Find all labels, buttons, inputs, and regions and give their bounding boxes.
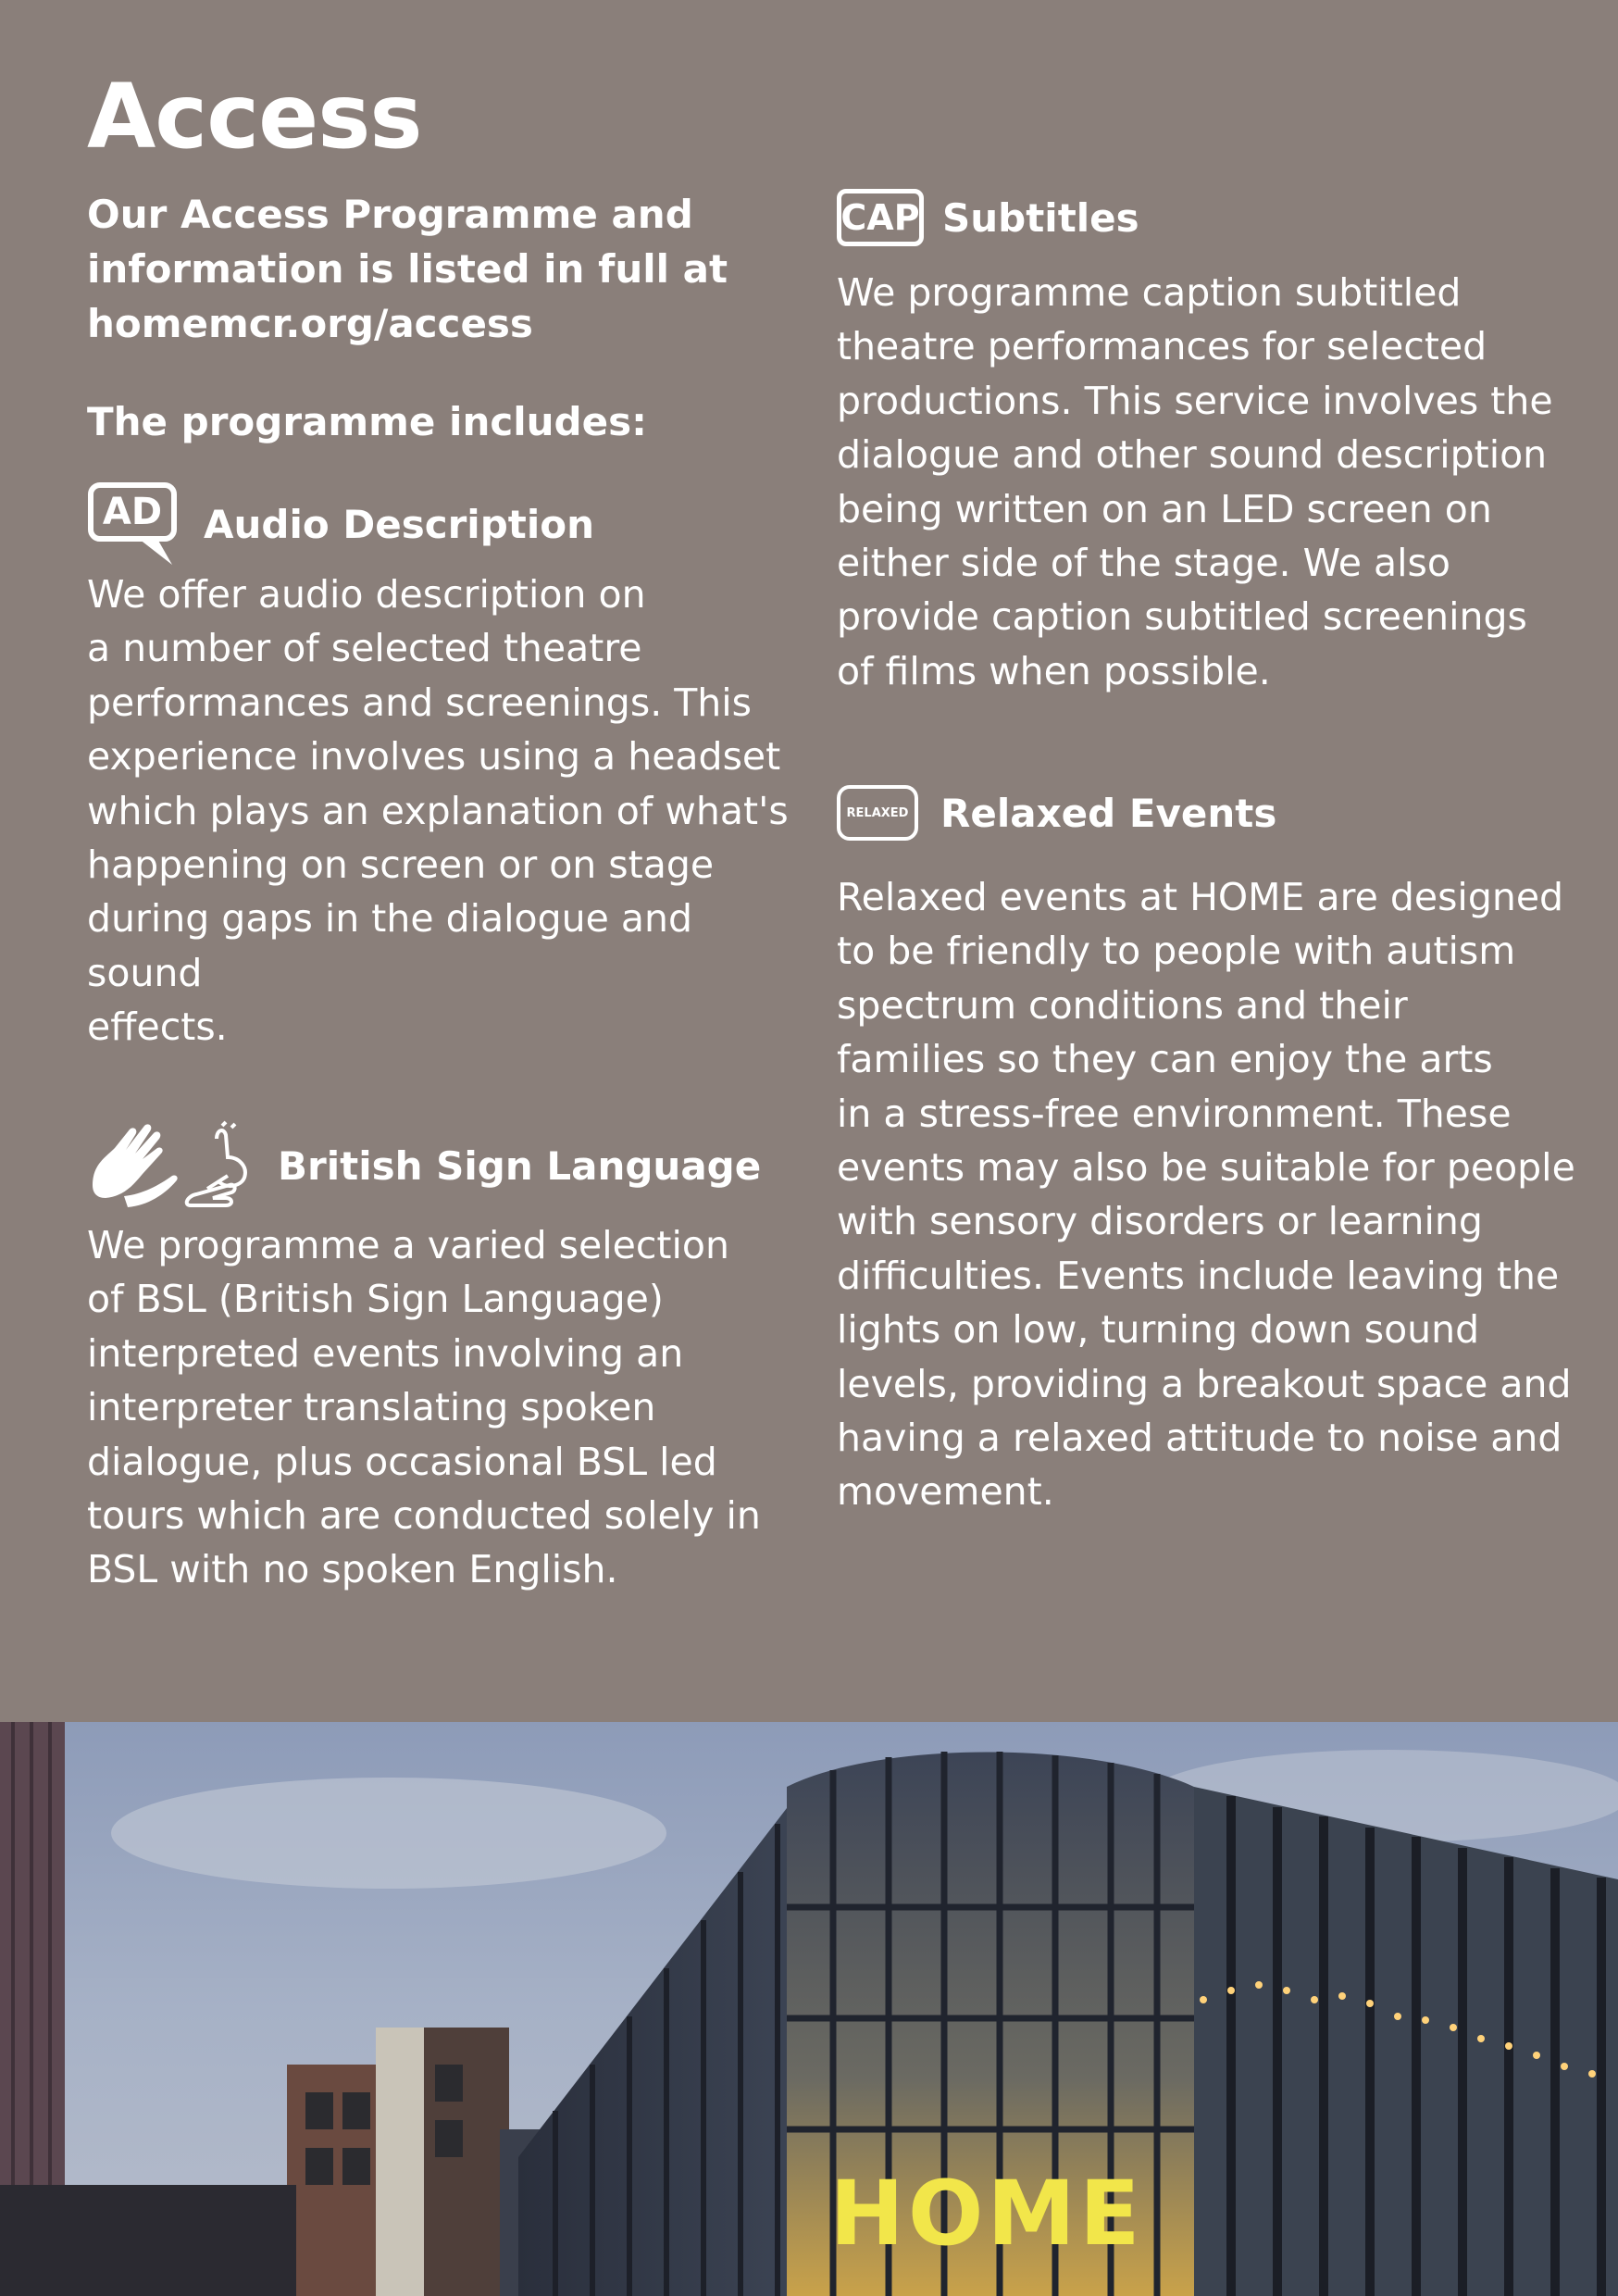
caption-icon-label: CAP	[840, 197, 920, 238]
relaxed-title: Relaxed Events	[940, 790, 1277, 836]
audio-description-heading	[87, 481, 594, 567]
relaxed-body: Relaxed events at HOME are designed to be friendly to people with autism spectrum conditions and their families so they can enjoy the arts in a stress-free environment. These events may also be suitable for people with sensory disorders or learning difficulties. Events include leaving the lights on low, turning down sound levels, providing a breakout space and having a relaxed attitude to noise and movement.	[837, 875, 1575, 1515]
relaxed-icon-label: RELAXED	[846, 805, 909, 820]
audio-description-icon	[87, 481, 183, 567]
intro-text: Our Access Programme and information is listed in full at homemcr.org/access	[87, 192, 728, 346]
bsl-title: British Sign Language	[278, 1142, 762, 1189]
audio-description-icon-label: AD	[102, 491, 163, 533]
caption-icon	[837, 189, 924, 246]
bsl-heading	[87, 1120, 761, 1211]
bsl-body: We programme a varied selection of BSL (British Sign Language) interpreted events involving an interpreter translating spoken dialogue, plus occasional BSL led tours which are conducted solely in BSL with no spoken English.	[87, 1223, 761, 1592]
home-sign: HOME	[829, 2162, 1144, 2265]
page-title: Access	[87, 65, 422, 168]
sign-language-icon	[87, 1120, 263, 1211]
audio-description-body: We offer audio description on a number of selected theatre performances and screenings. This experience involves using a headset which plays an explanation of what's happening on screen or on stage during gaps in the dialogue and sound effects.	[87, 572, 789, 1050]
subtitles-body: We programme caption subtitled theatre performances for selected productions. This service involves the dialogue and other sound description being written on an LED screen on either side of the stage. We also provide caption subtitled screenings of films when possible.	[837, 270, 1553, 693]
relaxed-icon	[837, 785, 918, 841]
home-building-photo	[0, 1722, 1618, 2296]
audio-description-title: Audio Description	[204, 501, 594, 547]
includes-label: The programme includes:	[87, 399, 647, 444]
subtitles-title: Subtitles	[942, 194, 1139, 241]
relaxed-heading	[837, 785, 1276, 841]
subtitles-heading	[837, 189, 1139, 246]
